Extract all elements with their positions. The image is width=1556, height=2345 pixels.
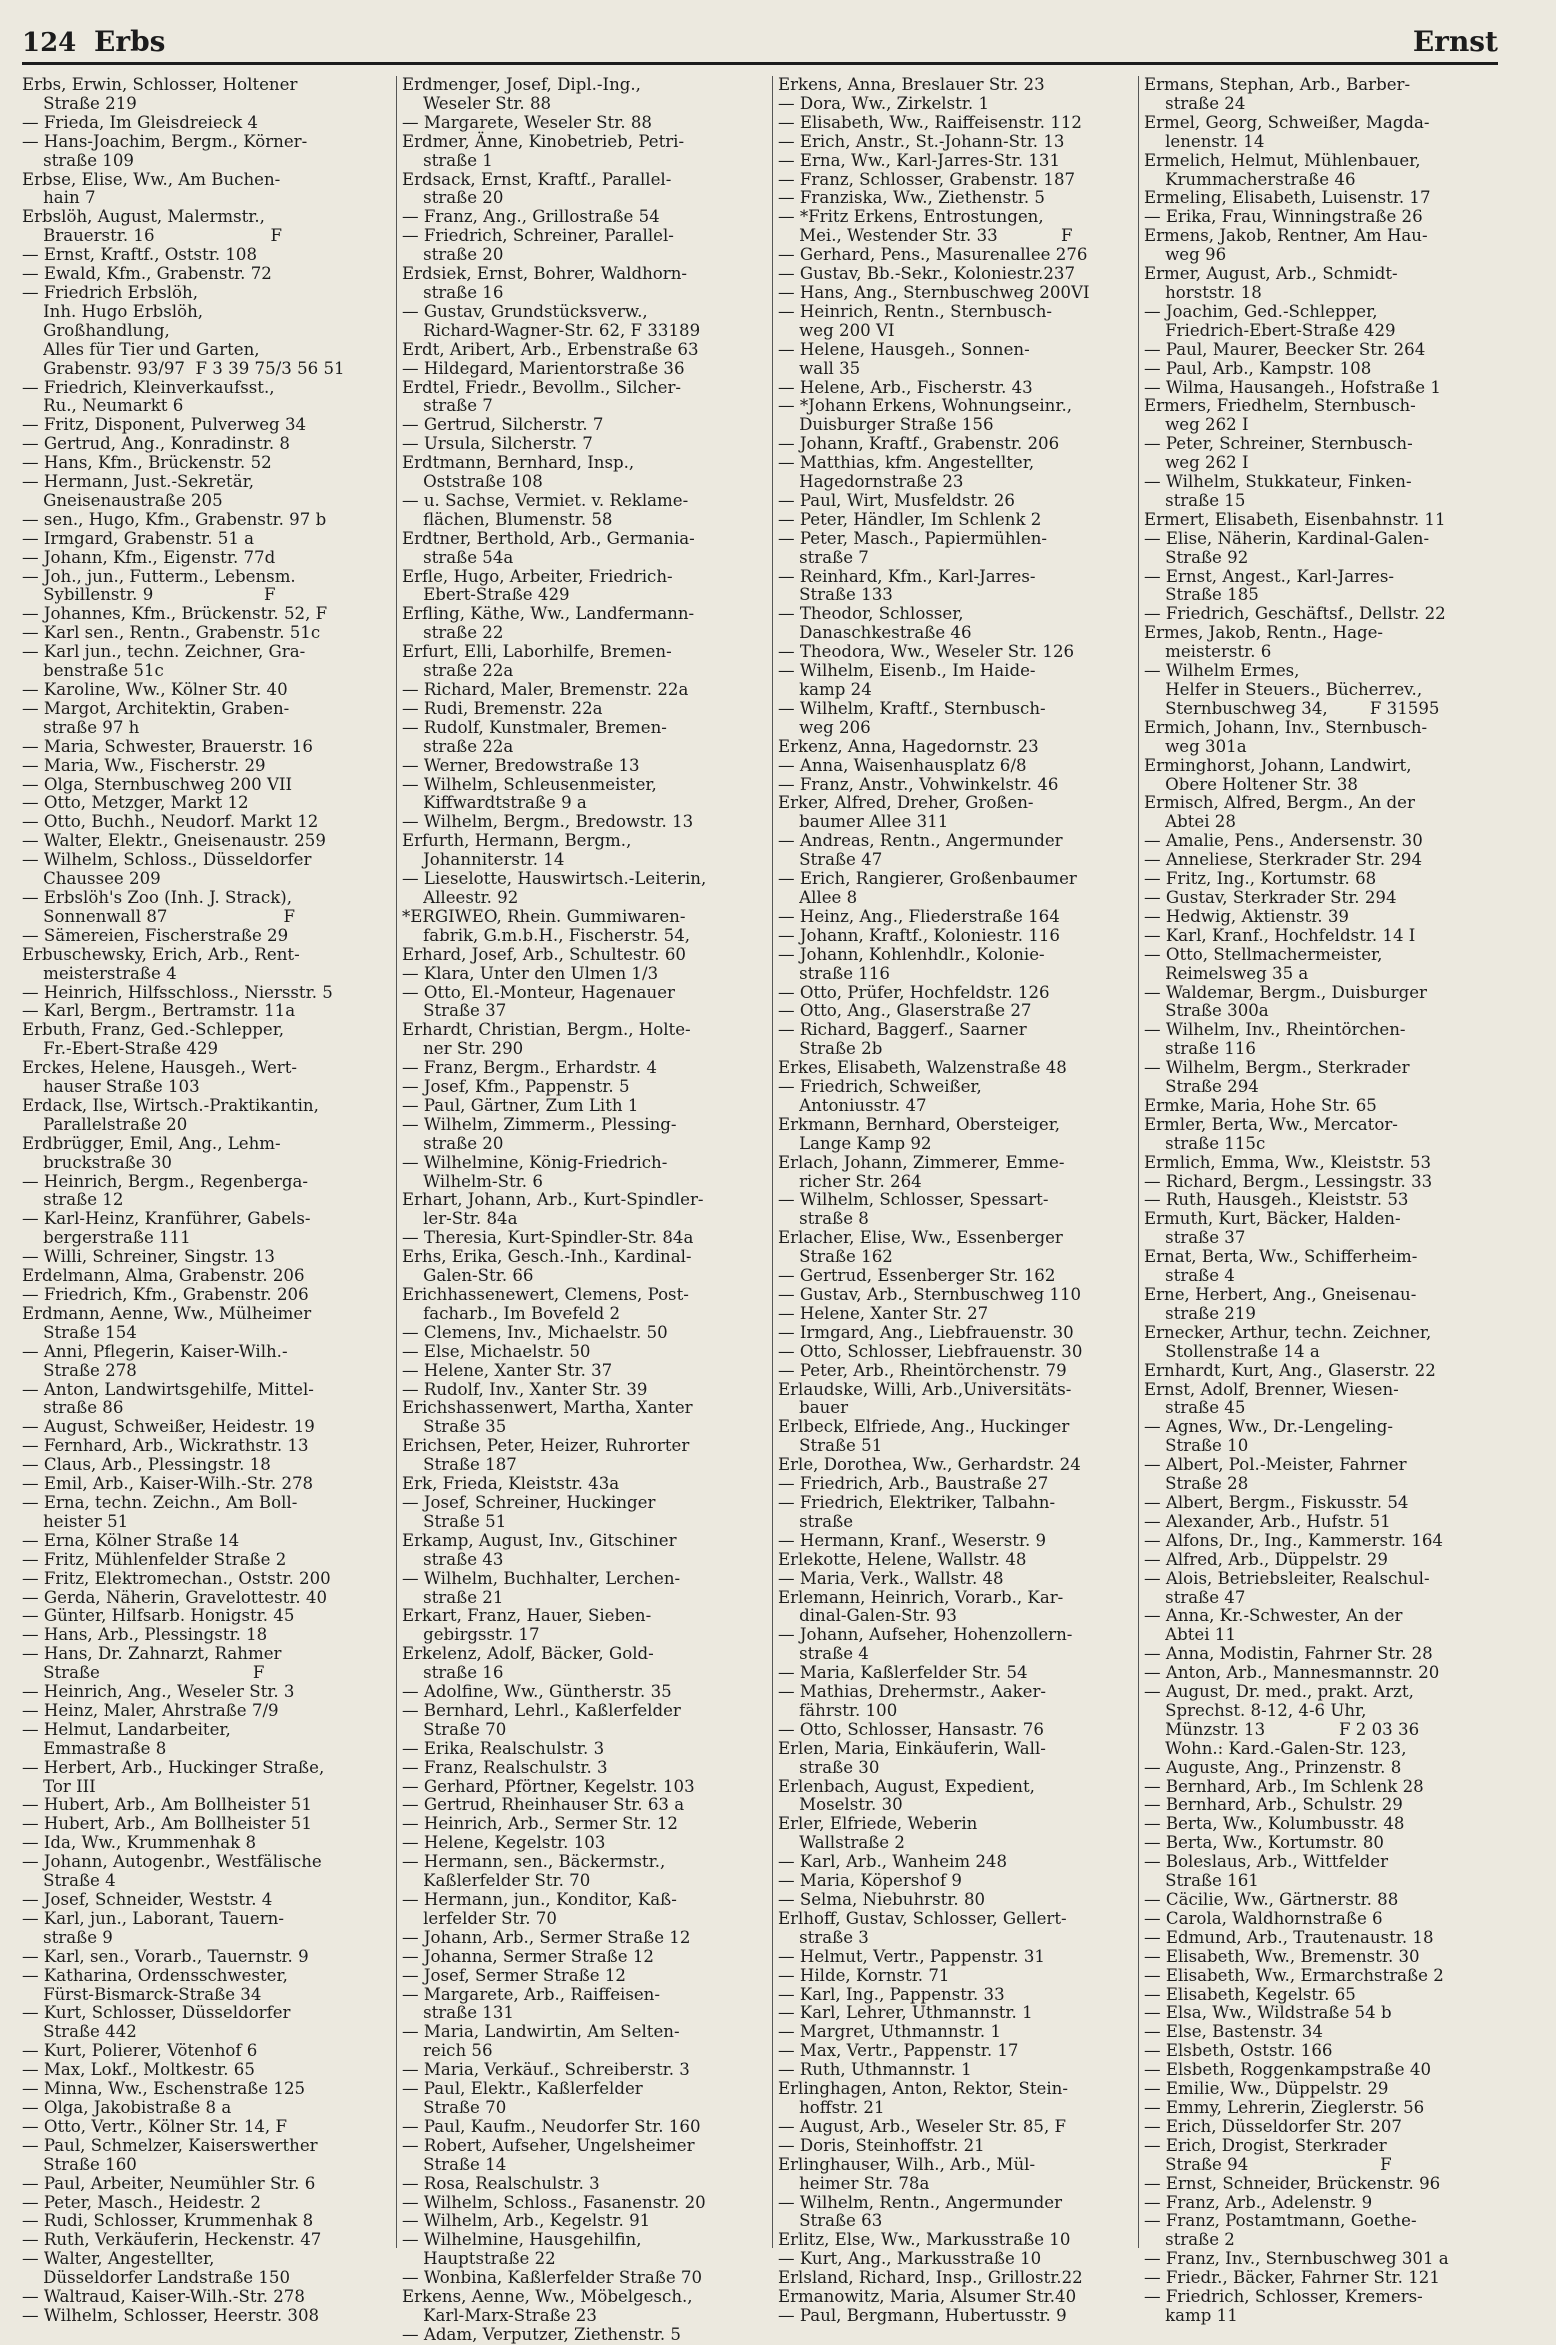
column-4: Ermans, Stephan, Arb., Barber- straße 24 Ermel, Georg, Schweißer, Magda- lenenstr. 14 Ermelich, Helmut, Mühlenbauer, Krummacherstraße 46 Ermeling, Elisabeth, Luisenstr. 17 — Erika, Frau, Winningstraße 26 Ermens, Jakob, Rentner, Am Hau- weg 96 Ermer, August, Arb., Schmidt- horststr. 18 — Joachim, Ged.-Schlepper, Friedrich-Ebert-Straße 429 — Paul, Maurer, Beecker Str. 264 — Paul, Arb., Kampstr. 108 — Wilma, Hausangeh., Hofstraße 1 Ermers, Friedhelm, Sternbusch- weg 262 I — Peter, Schreiner, Sternbusch- weg 262 I — Wilhelm, Stukkateur, Finken- straße 15 Ermert, Elisabeth, Eisenbahnstr. 11 — Elise, Näherin, Kardinal-Galen- Straße 92 — Ernst, Angest., Karl-Jarres- Straße 185 — Friedrich, Geschäftsf., Dellstr. 22 Ermes, Jakob, Rentn., Hage- meisterstr. 6 — Wilhelm Ermes, Helfer in Steuers., Bücherrev., Sternbuschweg 34, F 31595 Ermich, Johann, Inv., Sternbusch- weg 301a Erminghorst, Johann, Landwirt, Obere Holtener Str. 38 Ermisch, Alfred, Bergm., An der Abtei 28 — Amalie, Pens., Andersenstr. 30 — Anneliese, Sterkrader Str. 294 — Fritz, Ing., Kortumstr. 68 — Gustav, Sterkrader Str. 294 — Hedwig, Aktienstr. 39 — Karl, Kranf., Hochfeldstr. 14 I — Otto, Stellmachermeister, Reimelsweg 35 a — Waldemar, Bergm., Duisburger Straße 300a — Wilhelm, Inv., Rheintörchen- straße 116 — Wilhelm, Bergm., Sterkrader Straße 294 Ermke, Maria, Hohe Str. 65 Ermler, Berta, Ww., Mercator- straße 115c Ermlich, Emma, Ww., Kleiststr. 53 — Richard, Bergm., Lessingstr. 33 — Ruth, Hausgeh., Kleiststr. 53 Ermuth, Kurt, Bäcker, Halden- straße 37 Ernat, Berta, Ww., Schifferheim- straße 4 Erne, Herbert, Ang., Gneisenau- straße 219 Ernecker, Arthur, techn. Zeichner, Stollenstraße 14 a Ernhardt, Kurt, Ang., Glaserstr. 22 Ernst, Adolf, Brenner, Wiesen- straße 45 — Agnes, Ww., Dr.-Lengeling- Straße 10 — Albert, Pol.-Meister, Fahrner Straße 28 — Albert, Bergm., Fiskusstr. 54 — Alexander, Arb., Hufstr. 51 — Alfons, Dr., Ing., Kammerstr. 164 — Alfred, Arb., Düppelstr. 29 — Alois, Betriebsleiter, Realschul- straße 47 — Anna, Kr.-Schwester, An der Abtei 11 — Anna, Modistin, Fahrner Str. 28 — Anton, Arb., Mannesmannstr. 20 — August, Dr. med., prakt. Arzt, Sprechst. 8-12, 4-6 Uhr, Münzstr. 13 F 2 03 36 Wohn.: Kard.-Galen-Str. 123, — Auguste, Ang., Prinzenstr. 8 — Bernhard, Arb., Im Schlenk 28 — Bernhard, Arb., Schulstr. 29 — Berta, Ww., Kolumbusstr. 48 — Berta, Ww., Kortumstr. 80 — Boleslaus, Arb., Wittfelder Straße 161 — Cäcilie, Ww., Gärtnerstr. 88 — Carola, Waldhornstraße 6 — Edmund, Arb., Trautenaustr. 18 — Elisabeth, Ww., Bremenstr. 30 — Elisabeth, Ww., Ermarchstraße 2 — Elisabeth, Kegelstr. 65 — Elsa, Ww., Wildstraße 54 b — Else, Bastenstr. 34 — Elsbeth, Oststr. 166 — Elsbeth, Roggenkampstraße 40 — Emilie, Ww., Düppelstr. 29 — Emmy, Lehrerin, Zieglerstr. 56 — Erich, Düsseldorfer Str. 207 — Erich, Drogist, Sterkrader Straße 94 F — Ernst, Schneider, Brückenstr. 96 — Franz, Arb., Adelenstr. 9 — Franz, Postamtmann, Goethe- straße 2 — Franz, Inv., Sternbuschweg 301 a — Friedr., Bäcker, Fahrner Str. 121 — Friedrich, Schlosser, Kremers- kamp 11 bbox=[1144, 75, 1449, 2325]
left-guide-word: Erbs bbox=[94, 25, 166, 58]
column-2: Erdmenger, Josef, Dipl.-Ing., Weseler Str. 88 — Margarete, Weseler Str. 88 Erdmer, Änne, Kinobetrieb, Petri- straße 1 Erdsack, Ernst, Kraftf., Parallel- straße 20 — Franz, Ang., Grillostraße 54 — Friedrich, Schreiner, Parallel- straße 20 Erdsiek, Ernst, Bohrer, Waldhorn- straße 16 — Gustav, Grundstücksverw., Richard-Wagner-Str. 62, F 33189 Erdt, Aribert, Arb., Erbenstraße 63 — Hildegard, Marientorstraße 36 Erdtel, Friedr., Bevollm., Silcher- straße 7 — Gertrud, Silcherstr. 7 — Ursula, Silcherstr. 7 Erdtmann, Bernhard, Insp., Oststraße 108 — u. Sachse, Vermiet. v. Reklame- flächen, Blumenstr. 58 Erdtner, Berthold, Arb., Germania- straße 54a Erfle, Hugo, Arbeiter, Friedrich- Ebert-Straße 429 Erfling, Käthe, Ww., Landfermann- straße 22 Erfurt, Elli, Laborhilfe, Bremen- straße 22a — Richard, Maler, Bremenstr. 22a — Rudi, Bremenstr. 22a — Rudolf, Kunstmaler, Bremen- straße 22a — Werner, Bredowstraße 13 — Wilhelm, Schleusenmeister, Kiffwardtstraße 9 a — Wilhelm, Bergm., Bredowstr. 13 Erfurth, Hermann, Bergm., Johanniterstr. 14 — Lieselotte, Hauswirtsch.-Leiterin, Alleestr. 92 *ERGIWEO, Rhein. Gummiwaren- fabrik, G.m.b.H., Fischerstr. 54, Erhard, Josef, Arb., Schultestr. 60 — Klara, Unter den Ulmen 1/3 — Otto, El.-Monteur, Hagenauer Straße 37 Erhardt, Christian, Bergm., Holte- ner Str. 290 — Franz, Bergm., Erhardstr. 4 — Josef, Kfm., Pappenstr. 5 — Paul, Gärtner, Zum Lith 1 — Wilhelm, Zimmerm., Plessing- straße 20 — Wilhelmine, König-Friedrich- Wilhelm-Str. 6 Erhart, Johann, Arb., Kurt-Spindler- ler-Str. 84a — Theresia, Kurt-Spindler-Str. 84a Erhs, Erika, Gesch.-Inh., Kardinal- Galen-Str. 66 Erichhassenewert, Clemens, Post- facharb., Im Bovefeld 2 — Clemens, Inv., Michaelstr. 50 — Else, Michaelstr. 50 — Helene, Xanter Str. 37 — Rudolf, Inv., Xanter Str. 39 Erichshassenwert, Martha, Xanter Straße 35 Erichsen, Peter, Heizer, Ruhrorter Straße 187 Erk, Frieda, Kleiststr. 43a — Josef, Schreiner, Huckinger Straße 51 Erkamp, August, Inv., Gitschiner straße 43 — Wilhelm, Buchhalter, Lerchen- straße 21 Erkart, Franz, Hauer, Sieben- gebirgsstr. 17 Erkelenz, Adolf, Bäcker, Gold- straße 16 — Adolfine, Ww., Güntherstr. 35 — Bernhard, Lehrl., Kaßlerfelder Straße 70 — Erika, Realschulstr. 3 — Franz, Realschulstr. 3 — Gerhard, Pförtner, Kegelstr. 103 — Gertrud, Rheinhauser Str. 63 a — Heinrich, Arb., Sermer Str. 12 — Helene, Kegelstr. 103 — Hermann, sen., Bäckermstr., Kaßlerfelder Str. 70 — Hermann, jun., Konditor, Kaß- lerfelder Str. 70 — Johann, Arb., Sermer Straße 12 — Johanna, Sermer Straße 12 — Josef, Sermer Straße 12 — Margarete, Arb., Raiffeisen- straße 131 — Maria, Landwirtin, Am Selten- reich 56 — Maria, Verkäuf., Schreiberstr. 3 — Paul, Elektr., Kaßlerfelder Straße 70 — Paul, Kaufm., Neudorfer Str. 160 — Robert, Aufseher, Ungelsheimer Straße 14 — Rosa, Realschulstr. 3 — Wilhelm, Schloss., Fasanenstr. 20 — Wilhelm, Arb., Kegelstr. 91 — Wilhelmine, Hausgehilfin, Hauptstraße 22 — Wonbina, Kaßlerfelder Straße 70 Erkens, Aenne, Ww., Möbelgesch., Karl-Marx-Straße 23 — Adam, Verputzer, Ziethenstr. 5 bbox=[402, 75, 707, 2344]
column-divider bbox=[772, 76, 773, 2248]
column-1: Erbs, Erwin, Schlosser, Holtener Straße 219 — Frieda, Im Gleisdreieck 4 — Hans-Joachim, Bergm., Körner- straße 109 Erbse, Elise, Ww., Am Buchen- hain 7 Erbslöh, August, Malermstr., Brauerstr. 16 F — Ernst, Kraftf., Oststr. 108 — Ewald, Kfm., Grabenstr. 72 — Friedrich Erbslöh, Inh. Hugo Erbslöh, Großhandlung, Alles für Tier und Garten, Grabenstr. 93/97 F 3 39 75/3 56 51 — Friedrich, Kleinverkaufsst., Ru., Neumarkt 6 — Fritz, Disponent, Pulverweg 34 — Gertrud, Ang., Konradinstr. 8 — Hans, Kfm., Brückenstr. 52 — Hermann, Just.-Sekretär, Gneisenaustraße 205 — sen., Hugo, Kfm., Grabenstr. 97 b — Irmgard, Grabenstr. 51 a — Johann, Kfm., Eigenstr. 77d — Joh., jun., Futterm., Lebensm. Sybillenstr. 9 F — Johannes, Kfm., Brückenstr. 52, F — Karl sen., Rentn., Grabenstr. 51c — Karl jun., techn. Zeichner, Gra- benstraße 51c — Karoline, Ww., Kölner Str. 40 — Margot, Architektin, Graben- straße 97 h — Maria, Schwester, Brauerstr. 16 — Maria, Ww., Fischerstr. 29 — Olga, Sternbuschweg 200 VII — Otto, Metzger, Markt 12 — Otto, Buchh., Neudorf. Markt 12 — Walter, Elektr., Gneisenaustr. 259 — Wilhelm, Schloss., Düsseldorfer Chaussee 209 — Erbslöh's Zoo (Inh. J. Strack), Sonnenwall 87 F — Sämereien, Fischerstraße 29 Erbuschewsky, Erich, Arb., Rent- meisterstraße 4 — Heinrich, Hilfsschloss., Niersstr. 5 — Karl, Bergm., Bertramstr. 11a Erbuth, Franz, Ged.-Schlepper, Fr.-Ebert-Straße 429 Erckes, Helene, Hausgeh., Wert- hauser Straße 103 Erdack, Ilse, Wirtsch.-Praktikantin, Parallelstraße 20 Erdbrügger, Emil, Ang., Lehm- bruckstraße 30 — Heinrich, Bergm., Regenberga- straße 12 — Karl-Heinz, Kranführer, Gabels- bergerstraße 111 — Willi, Schreiner, Singstr. 13 Erdelmann, Alma, Grabenstr. 206 — Friedrich, Kfm., Grabenstr. 206 Erdmann, Aenne, Ww., Mülheimer Straße 154 — Anni, Pflegerin, Kaiser-Wilh.- Straße 278 — Anton, Landwirtsgehilfe, Mittel- straße 86 — August, Schweißer, Heidestr. 19 — Fernhard, Arb., Wickrathstr. 13 — Claus, Arb., Plessingstr. 18 — Emil, Arb., Kaiser-Wilh.-Str. 278 — Erna, techn. Zeichn., Am Boll- heister 51 — Erna, Kölner Straße 14 — Fritz, Mühlenfelder Straße 2 — Fritz, Elektromechan., Oststr. 200 — Gerda, Näherin, Gravelottestr. 40 — Günter, Hilfsarb. Honigstr. 45 — Hans, Arb., Plessingstr. 18 — Hans, Dr. Zahnarzt, Rahmer Straße F — Heinrich, Ang., Weseler Str. 3 — Heinz, Maler, Ahrstraße 7/9 — Helmut, Landarbeiter, Emmastraße 8 — Herbert, Arb., Huckinger Straße, Tor III — Hubert, Arb., Am Bollheister 51 — Hubert, Arb., Am Bollheister 51 — Ida, Ww., Krummenhak 8 — Johann, Autogenbr., Westfälische Straße 4 — Josef, Schneider, Weststr. 4 — Karl, jun., Laborant, Tauern- straße 9 — Karl, sen., Vorarb., Tauernstr. 9 — Katharina, Ordensschwester, Fürst-Bismarck-Straße 34 — Kurt, Schlosser, Düsseldorfer Straße 442 — Kurt, Polierer, Vötenhof 6 — Max, Lokf., Moltkestr. 65 — Minna, Ww., Eschenstraße 125 — Olga, Jakobistraße 8 a — Otto, Vertr., Kölner Str. 14, F — Paul, Schmelzer, Kaiserswerther Straße 160 — Paul, Arbeiter, Neumühler Str. 6 — Peter, Masch., Heidestr. 2 — Rudi, Schlosser, Krummenhak 8 — Ruth, Verkäuferin, Heckenstr. 47 — Walter, Angestellter, Düsseldorfer Landstraße 150 — Waltraud, Kaiser-Wilh.-Str. 278 — Wilhelm, Schlosser, Heerstr. 308 bbox=[22, 75, 345, 2325]
column-3: Erkens, Anna, Breslauer Str. 23 — Dora, Ww., Zirkelstr. 1 — Elisabeth, Ww., Raiffeisenstr. 112 — Erich, Anstr., St.-Johann-Str. 13 — Erna, Ww., Karl-Jarres-Str. 131 — Franz, Schlosser, Grabenstr. 187 — Franziska, Ww., Ziethenstr. 5 — *Fritz Erkens, Entrostungen, Mei., Westender Str. 33 F — Gerhard, Pens., Masurenallee 276 — Gustav, Bb.-Sekr., Koloniestr.237 — Hans, Ang., Sternbuschweg 200VI — Heinrich, Rentn., Sternbusch- weg 200 VI — Helene, Hausgeh., Sonnen- wall 35 — Helene, Arb., Fischerstr. 43 — *Johann Erkens, Wohnungseinr., Duisburger Straße 156 — Johann, Kraftf., Grabenstr. 206 — Matthias, kfm. Angestellter, Hagedornstraße 23 — Paul, Wirt, Musfeldstr. 26 — Peter, Händler, Im Schlenk 2 — Peter, Masch., Papiermühlen- straße 7 — Reinhard, Kfm., Karl-Jarres- Straße 133 — Theodor, Schlosser, Danaschkestraße 46 — Theodora, Ww., Weseler Str. 126 — Wilhelm, Eisenb., Im Haide- kamp 24 — Wilhelm, Kraftf., Sternbusch- weg 206 Erkenz, Anna, Hagedornstr. 23 — Anna, Waisenhausplatz 6/8 — Franz, Anstr., Vohwinkelstr. 46 Erker, Alfred, Dreher, Großen- baumer Allee 311 — Andreas, Rentn., Angermunder Straße 47 — Erich, Rangierer, Großenbaumer Allee 8 — Heinz, Ang., Fliederstraße 164 — Johann, Kraftf., Koloniestr. 116 — Johann, Kohlenhdlr., Kolonie- straße 116 — Otto, Prüfer, Hochfeldstr. 126 — Otto, Ang., Glaserstraße 27 — Richard, Baggerf., Saarner Straße 2b Erkes, Elisabeth, Walzenstraße 48 — Friedrich, Schweißer, Antoniusstr. 47 Erkmann, Bernhard, Obersteiger, Lange Kamp 92 Erlach, Johann, Zimmerer, Emme- richer Str. 264 — Wilhelm, Schlosser, Spessart- straße 8 Erlacher, Elise, Ww., Essenberger Straße 162 — Gertrud, Essenberger Str. 162 — Gustav, Arb., Sternbuschweg 110 — Helene, Xanter Str. 27 — Irmgard, Ang., Liebfrauenstr. 30 — Otto, Schlosser, Liebfrauenstr. 30 — Peter, Arb., Rheintörchenstr. 79 Erlaudske, Willi, Arb.,Universitäts- bauer Erlbeck, Elfriede, Ang., Huckinger Straße 51 Erle, Dorothea, Ww., Gerhardstr. 24 — Friedrich, Arb., Baustraße 27 — Friedrich, Elektriker, Talbahn- straße — Hermann, Kranf., Weserstr. 9 Erlekotte, Helene, Wallstr. 48 — Maria, Verk., Wallstr. 48 Erlemann, Heinrich, Vorarb., Kar- dinal-Galen-Str. 93 — Johann, Aufseher, Hohenzollern- straße 4 — Maria, Kaßlerfelder Str. 54 — Mathias, Drehermstr., Aaker- fährstr. 100 — Otto, Schlosser, Hansastr. 76 Erlen, Maria, Einkäuferin, Wall- straße 30 Erlenbach, August, Expedient, Moselstr. 30 Erler, Elfriede, Weberin Wallstraße 2 — Karl, Arb., Wanheim 248 — Maria, Köpershof 9 — Selma, Niebuhrstr. 80 Erlhoff, Gustav, Schlosser, Gellert- straße 3 — Helmut, Vertr., Pappenstr. 31 — Hilde, Kornstr. 71 — Karl, Ing., Pappenstr. 33 — Karl, Lehrer, Uthmannstr. 1 — Margret, Uthmannstr. 1 — Max, Vertr., Pappenstr. 17 — Ruth, Uthmannstr. 1 Erlinghagen, Anton, Rektor, Stein- hoffstr. 21 — August, Arb., Weseler Str. 85, F — Doris, Steinhoffstr. 21 Erlinghauser, Wilh., Arb., Mül- heimer Str. 78a — Wilhelm, Rentn., Angermunder Straße 63 Erlitz, Else, Ww., Markusstraße 10 — Kurt, Ang., Markusstraße 10 Erlsland, Richard, Insp., Grillostr.22 Ermanowitz, Maria, Alsumer Str.40 — Paul, Bergmann, Hubertusstr. 9 bbox=[778, 75, 1090, 2325]
directory-columns bbox=[22, 75, 1500, 2344]
right-guide-word: Ernst bbox=[1412, 25, 1498, 58]
column-divider bbox=[396, 76, 397, 2248]
page-header bbox=[22, 18, 1498, 65]
column-divider bbox=[1138, 76, 1139, 2248]
page-number: 124 bbox=[22, 28, 77, 58]
